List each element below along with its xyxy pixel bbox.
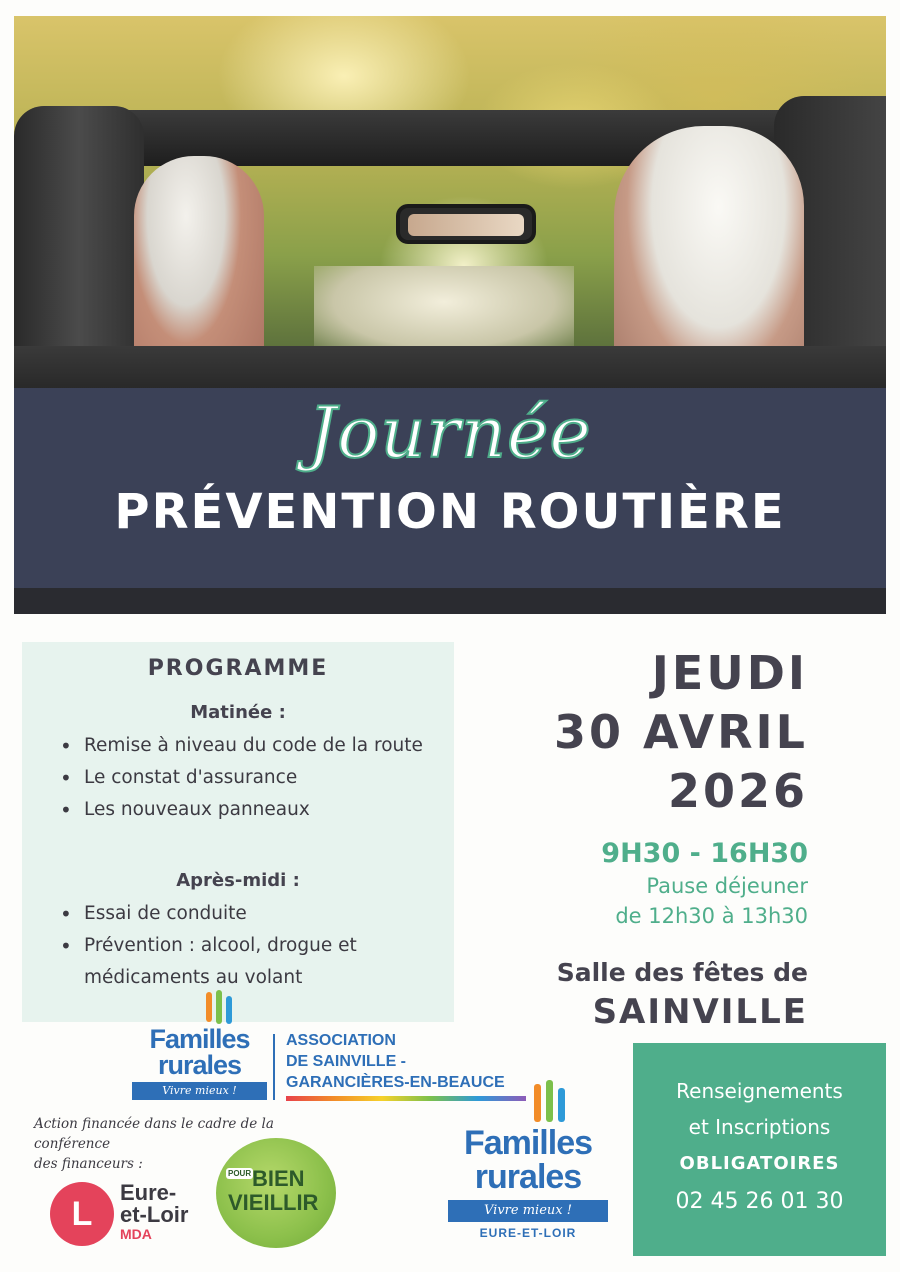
mda-line-2: et-Loir: [120, 1202, 189, 1227]
registration-box: [633, 1043, 886, 1256]
association-line-2: DE SAINVILLE -: [286, 1053, 407, 1070]
figure-icon: [534, 1084, 541, 1122]
bien-vieillir-word-1: BIEN: [252, 1166, 305, 1191]
logo-text-line-1: Familles: [463, 1124, 593, 1162]
list-item: • Essai de conduite: [60, 898, 440, 930]
association-line-1: ASSOCIATION: [286, 1032, 396, 1049]
funding-line-3: des financeurs :: [34, 1156, 143, 1172]
event-hours: 9H30 - 16H30: [601, 838, 808, 869]
pause-line-1: Pause déjeuner: [646, 874, 808, 898]
morning-list: [60, 730, 440, 826]
event-date: 30 AVRIL: [554, 705, 808, 759]
funding-line-2: conférence: [34, 1136, 111, 1152]
familles-rurales-eure-et-loir-logo: [448, 1080, 608, 1244]
phone-number: 02 45 26 01 30: [675, 1189, 844, 1214]
bien-vieillir-pour: POUR: [228, 1169, 252, 1178]
logo-department: EURE-ET-LOIR: [479, 1226, 577, 1240]
funding-line-1: Action financée dans le cadre de la: [34, 1116, 274, 1132]
association-line-3: GARANCIÈRES-EN-BEAUCE: [286, 1074, 505, 1091]
list-item: • Prévention : alcool, drogue et médicaments au volant: [60, 930, 440, 994]
morning-title: Matinée :: [190, 702, 286, 723]
bien-vieillir-logo: [216, 1138, 336, 1248]
logo-divider: [273, 1034, 275, 1100]
figure-icon: [216, 990, 222, 1024]
figure-icon: [226, 996, 232, 1024]
logo-text-line-1: Familles: [149, 1024, 250, 1054]
info-line-1: Renseignements: [676, 1079, 843, 1103]
logo-text-line-2: rurales: [474, 1158, 582, 1196]
programme-heading: PROGRAMME: [147, 656, 329, 681]
list-item: • Les nouveaux panneaux: [60, 794, 440, 826]
mda-line-3: MDA: [120, 1226, 152, 1242]
figure-icon: [558, 1088, 565, 1122]
bien-vieillir-word-2: VIEILLIR: [228, 1190, 319, 1215]
mda-line-1: Eure-: [120, 1180, 177, 1205]
list-item: • Remise à niveau du code de la route: [60, 730, 440, 762]
road: [314, 266, 574, 356]
afternoon-title: Après-midi :: [176, 870, 300, 891]
info-line-2: et Inscriptions: [688, 1115, 831, 1139]
programme-box: [22, 642, 454, 1022]
script-title: Journée: [308, 392, 592, 474]
event-year: 2026: [667, 764, 808, 818]
mda-logo-icon: L: [50, 1182, 114, 1246]
event-day: JEUDI: [651, 646, 808, 700]
main-title: PRÉVENTION ROUTIÈRE: [114, 484, 786, 540]
pause-line-2: de 12h30 à 13h30: [615, 904, 808, 928]
rearview-mirror: [396, 204, 536, 244]
logo-tagline: Vivre mieux !: [448, 1200, 608, 1222]
list-item: • Le constat d'assurance: [60, 762, 440, 794]
logo-text-line-2: rurales: [157, 1050, 242, 1080]
figure-icon: [546, 1080, 553, 1122]
venue-line-1: Salle des fêtes de: [556, 958, 808, 987]
photo-bottom: [14, 588, 886, 614]
familles-rurales-logo: [132, 990, 267, 1108]
venue-line-2: SAINVILLE: [592, 992, 808, 1032]
figure-icon: [206, 992, 212, 1022]
afternoon-list: [60, 898, 440, 994]
info-line-3: OBLIGATOIRES: [679, 1153, 840, 1174]
logo-tagline: Vivre mieux !: [132, 1082, 267, 1100]
